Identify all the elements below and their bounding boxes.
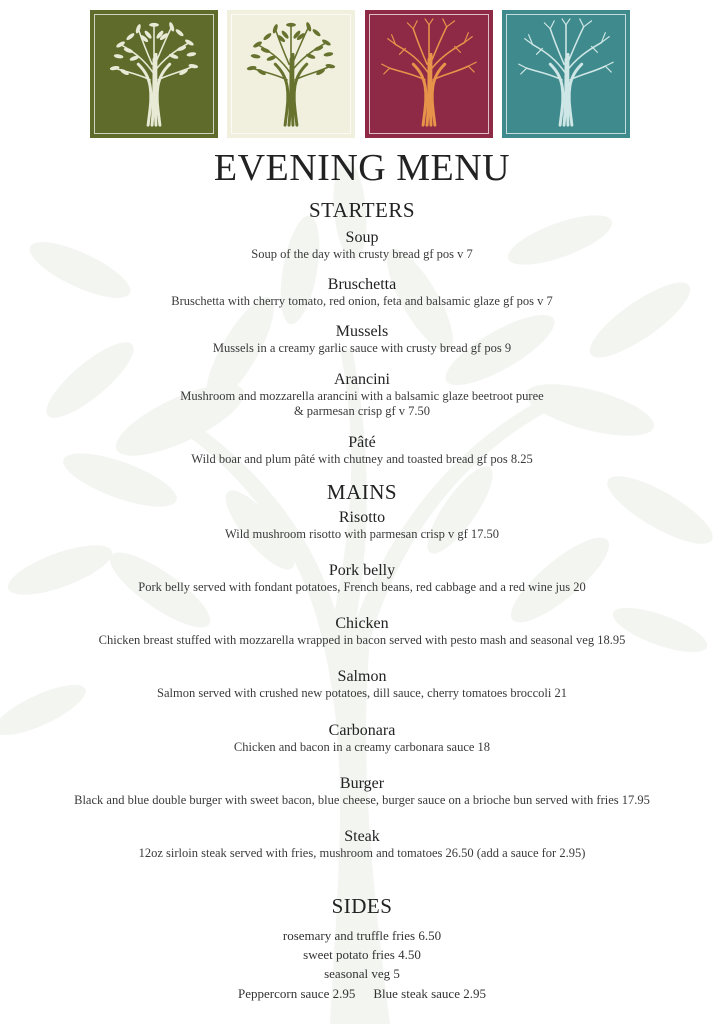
logo-tile-cream bbox=[227, 10, 355, 138]
side-item: Peppercorn sauce 2.95 bbox=[238, 986, 356, 1001]
item-name: Arancini bbox=[334, 371, 390, 388]
side-item: rosemary and truffle fries 6.50 bbox=[282, 928, 442, 943]
starters-heading: STARTERS bbox=[308, 198, 416, 222]
item-description: Pork belly served with fondant potatoes, French beans, red cabbage and a red wine jus 20 bbox=[138, 580, 586, 594]
menu-item bbox=[0, 722, 724, 755]
item-name: Salmon bbox=[337, 668, 387, 685]
item-name: Carbonara bbox=[328, 722, 396, 739]
item-description: Black and blue double burger with sweet bacon, blue cheese, burger sauce on a brioche bun served with fries 17.95 bbox=[74, 793, 650, 807]
item-description: Wild boar and plum pâté with chutney and toasted bread gf pos 8.25 bbox=[191, 452, 533, 466]
item-name: Soup bbox=[345, 229, 379, 246]
menu-item bbox=[0, 828, 724, 861]
item-name: Bruschetta bbox=[327, 276, 397, 293]
item-description: Salmon served with crushed new potatoes, dill sauce, cherry tomatoes broccoli 21 bbox=[157, 686, 567, 700]
item-description: 12oz sirloin steak served with fries, mushroom and tomatoes 26.50 (add a sauce for 2.95) bbox=[138, 846, 586, 860]
menu-item bbox=[0, 775, 724, 808]
menu-item bbox=[0, 668, 724, 701]
side-item: Blue steak sauce 2.95 bbox=[373, 986, 486, 1001]
side-item: seasonal veg 5 bbox=[324, 966, 400, 981]
item-name: Pork belly bbox=[328, 562, 396, 579]
menu-item bbox=[0, 276, 724, 309]
item-name: Steak bbox=[344, 828, 380, 845]
item-name: Pâté bbox=[348, 434, 376, 451]
item-description: Mussels in a creamy garlic sauce with crusty bread gf pos 9 bbox=[212, 341, 512, 355]
olive-tree-icon bbox=[232, 15, 350, 133]
item-description: Wild mushroom risotto with parmesan crisp v gf 17.50 bbox=[224, 527, 500, 541]
menu-title: EVENING MENU bbox=[213, 147, 511, 189]
item-name: Chicken bbox=[335, 615, 389, 632]
item-description: Chicken breast stuffed with mozzarella wrapped in bacon served with pesto mash and seasonal veg 18.95 bbox=[98, 633, 626, 647]
item-name: Mussels bbox=[335, 323, 389, 340]
menu-item bbox=[0, 509, 724, 542]
olive-tree-icon bbox=[95, 15, 213, 133]
item-description: Bruschetta with cherry tomato, red onion, feta and balsamic glaze gf pos v 7 bbox=[171, 294, 553, 308]
mains-heading: MAINS bbox=[326, 480, 398, 504]
tree-icon bbox=[507, 15, 625, 133]
item-name: Risotto bbox=[338, 509, 386, 526]
menu-item bbox=[0, 562, 724, 595]
item-description: Chicken and bacon in a creamy carbonara sauce 18 bbox=[233, 740, 491, 754]
menu-item bbox=[0, 434, 724, 467]
sauces-line bbox=[0, 986, 724, 1002]
item-description: Soup of the day with crusty bread gf pos v 7 bbox=[251, 247, 473, 261]
item-description: Mushroom and mozzarella arancini with a balsamic glaze beetroot puree & parmesan crisp gf v 7.50 bbox=[180, 389, 544, 418]
logo-tile-green bbox=[90, 10, 218, 138]
tree-icon bbox=[370, 15, 488, 133]
logo-row bbox=[90, 10, 630, 138]
item-name: Burger bbox=[339, 775, 385, 792]
logo-tile-teal bbox=[502, 10, 630, 138]
menu-item bbox=[0, 229, 724, 262]
logo-tile-burgundy bbox=[365, 10, 493, 138]
menu-item bbox=[0, 323, 724, 356]
sides-heading: SIDES bbox=[331, 894, 393, 918]
side-item: sweet potato fries 4.50 bbox=[303, 947, 421, 962]
menu-item bbox=[0, 615, 724, 648]
menu-item bbox=[0, 371, 724, 419]
